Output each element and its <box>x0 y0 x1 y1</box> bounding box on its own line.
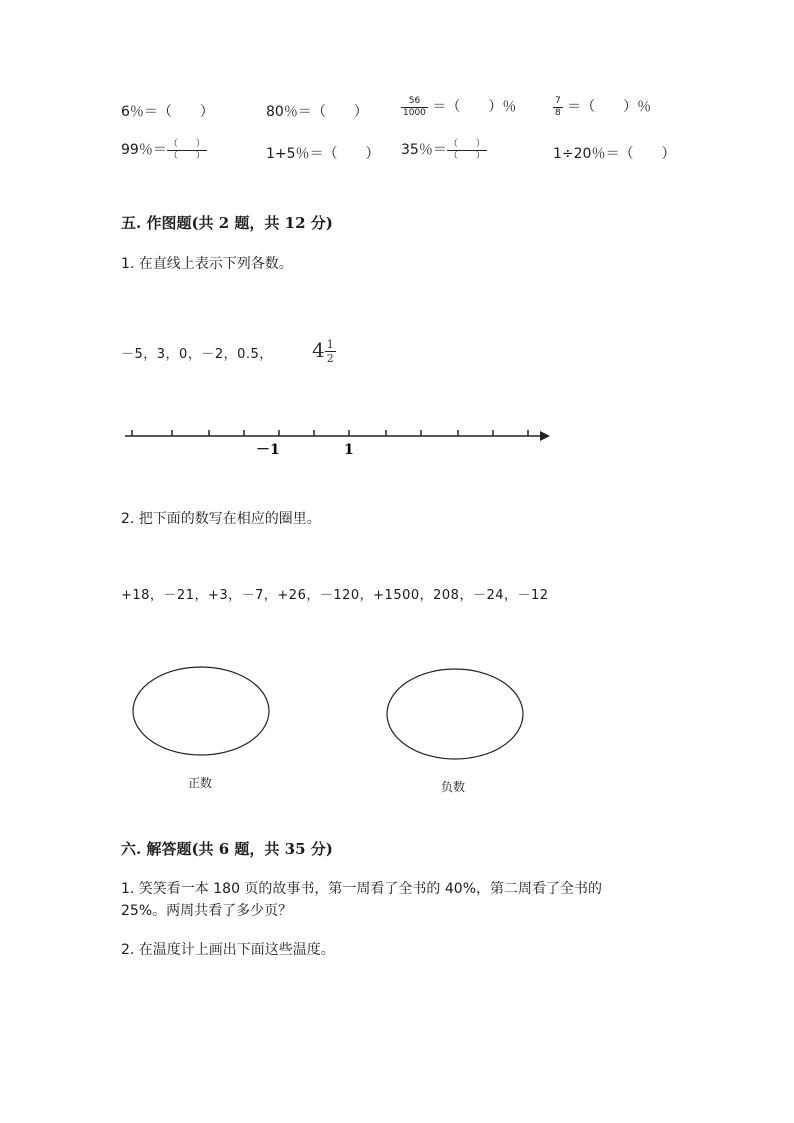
number-list: +18，－21，+3，－7，+26，－120，+1500，208，－24，－12 <box>121 588 549 603</box>
conversion-item: 99％＝ $\frac{( )}{( )}$ <box>121 138 205 161</box>
negative-circle[interactable] <box>383 665 529 763</box>
axis-label-one: 1 <box>344 442 354 458</box>
question-text: 2. 把下面的数写在相应的圈里。 <box>121 511 321 527</box>
conversion-item: 6％＝（ ） <box>121 104 214 120</box>
conversion-item: $\frac{56}{1000}$ ＝（ ）％ <box>403 95 517 118</box>
conversion-item: $\frac{7}{8}$ ＝（ ）％ <box>555 95 652 118</box>
ellipse <box>387 669 523 759</box>
conversion-item: 1÷20％＝（ ） <box>553 146 676 162</box>
number-list: －5，3，0，－2，0.5， <box>121 347 273 362</box>
conversion-item: 80％＝（ ） <box>266 104 368 120</box>
conversion-item: 35％＝ $\frac{( )}{( )}$ <box>401 138 485 161</box>
question-text: 1. 笑笑看一本 180 页的故事书，第一周看了全书的 40%，第二周看了全书的 <box>121 881 602 897</box>
conversion-item: 1+5％＝（ ） <box>266 146 380 162</box>
axis-ticks <box>132 430 528 436</box>
question-text: 25%。两周共看了多少页？ <box>121 903 293 919</box>
circle-label-negative: 负数 <box>441 780 466 794</box>
question-text: 1. 在直线上表示下列各数。 <box>121 256 293 272</box>
arrow-icon <box>540 431 550 441</box>
fraction: $\frac{1}{2}$ <box>326 338 334 365</box>
section-title: 六. 解答题(共 6 题，共 35 分) <box>121 840 333 858</box>
circle-label-positive: 正数 <box>188 776 213 790</box>
number-line[interactable] <box>120 420 560 460</box>
fraction: $\frac{( )}{( )}$ <box>168 138 205 161</box>
section-title: 五. 作图题(共 2 题，共 12 分) <box>121 214 333 232</box>
positive-circle[interactable] <box>128 664 274 760</box>
fraction: $\frac{( )}{( )}$ <box>448 138 485 161</box>
fraction: $\frac{7}{8}$ <box>555 95 561 118</box>
fraction: $\frac{56}{1000}$ <box>403 95 426 118</box>
ellipse <box>133 667 269 755</box>
axis-label-neg-one: －1 <box>256 442 280 458</box>
mixed-number: 4 $\frac{1}{2}$ <box>312 338 334 365</box>
question-text: 2. 在温度计上画出下面这些温度。 <box>121 942 335 958</box>
